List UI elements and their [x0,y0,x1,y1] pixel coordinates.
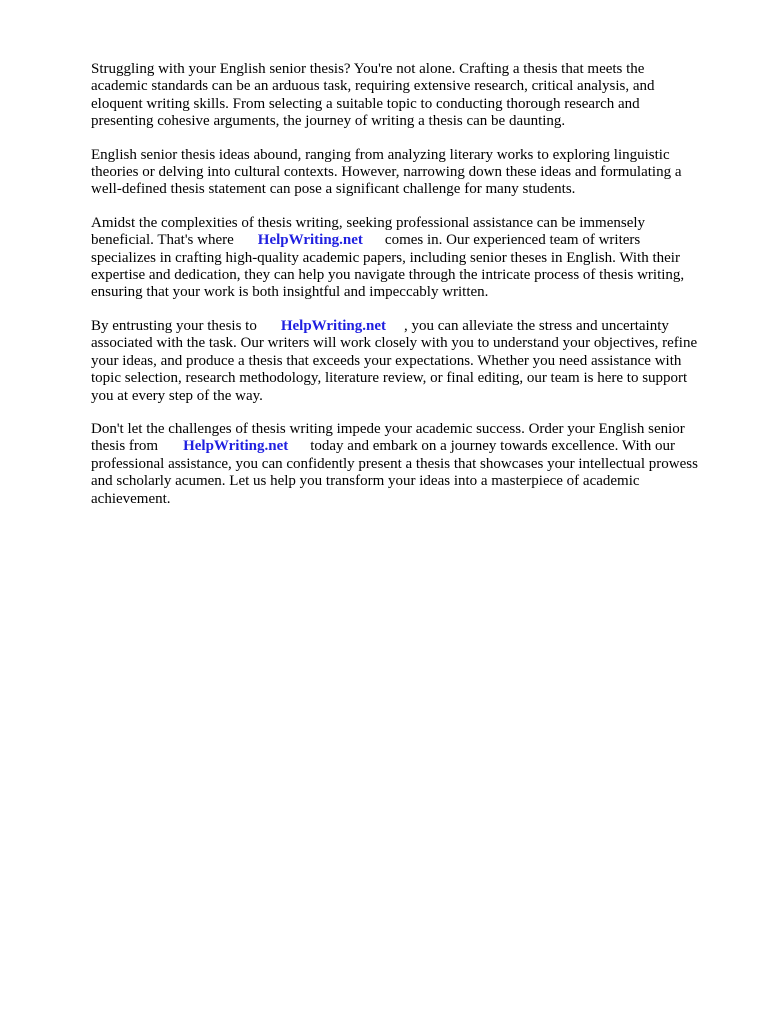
text-line: achievement. [91,490,171,507]
text-line: and scholarly acumen. Let us help you transform your ideas into a masterpiece of academic [91,473,640,490]
text-line-with-link [91,438,731,455]
helpwriting-link[interactable]: HelpWriting.net [183,438,289,455]
text-line: Don't let the challenges of thesis writing impede your academic success. Order your English senior [91,420,685,437]
text-line: expertise and dedication, they can help you navigate through the intricate process of thesis writing, [91,267,685,284]
helpwriting-link[interactable]: HelpWriting.net [280,317,386,334]
text-line: professional assistance, you can confidently present a thesis that showcases your intellectual prowess [91,455,698,472]
text-segment: today and embark on a journey towards excellence. With our [310,438,676,455]
document-page [91,61,731,524]
text-line: associated with the task. Our writers will work closely with you to understand your objectives, refine [91,335,698,352]
paragraph-closing [91,421,731,508]
text-line: eloquent writing skills. From selecting a suitable topic to conducting thorough research and [91,95,640,112]
text-line: your ideas, and produce a thesis that exceeds your expectations. Whether you need assistance with [91,352,682,369]
text-line: ensuring that your work is both insightful and impeccably written. [91,284,489,301]
text-line: specializes in crafting high-quality academic papers, including senior theses in English. With their [91,249,680,266]
paragraph-intro [91,61,731,131]
paragraph-ideas [91,147,731,199]
text-line: academic standards can be an arduous task, requiring extensive research, critical analysis, and [91,78,655,95]
paragraph-assistance [91,215,731,302]
paragraph-entrust [91,318,731,405]
text-line-with-link [91,318,731,335]
text-segment: thesis from [91,438,159,455]
text-line: Amidst the complexities of thesis writing, seeking professional assistance can be immensely [91,214,646,231]
text-line: presenting cohesive arguments, the journey of writing a thesis can be daunting. [91,113,566,130]
text-segment: By entrusting your thesis to [91,317,257,334]
text-line: you at every step of the way. [91,387,263,404]
text-line: topic selection, research methodology, literature review, or final editing, our team is here to support [91,370,688,387]
text-line: Struggling with your English senior thesis? You're not alone. Crafting a thesis that meets the [91,61,645,77]
text-segment: comes in. Our experienced team of writers [384,232,641,249]
text-line: theories or delving into cultural contexts. However, narrowing down these ideas and formulating a [91,164,682,181]
text-line: English senior thesis ideas abound, ranging from analyzing literary works to exploring linguistic [91,146,670,163]
text-line: well-defined thesis statement can pose a significant challenge for many students. [91,181,576,198]
helpwriting-link[interactable]: HelpWriting.net [257,232,363,249]
text-segment: beneficial. That's where [91,232,234,249]
text-segment: , you can alleviate the stress and uncertainty [403,317,669,334]
text-line-with-link [91,232,731,249]
